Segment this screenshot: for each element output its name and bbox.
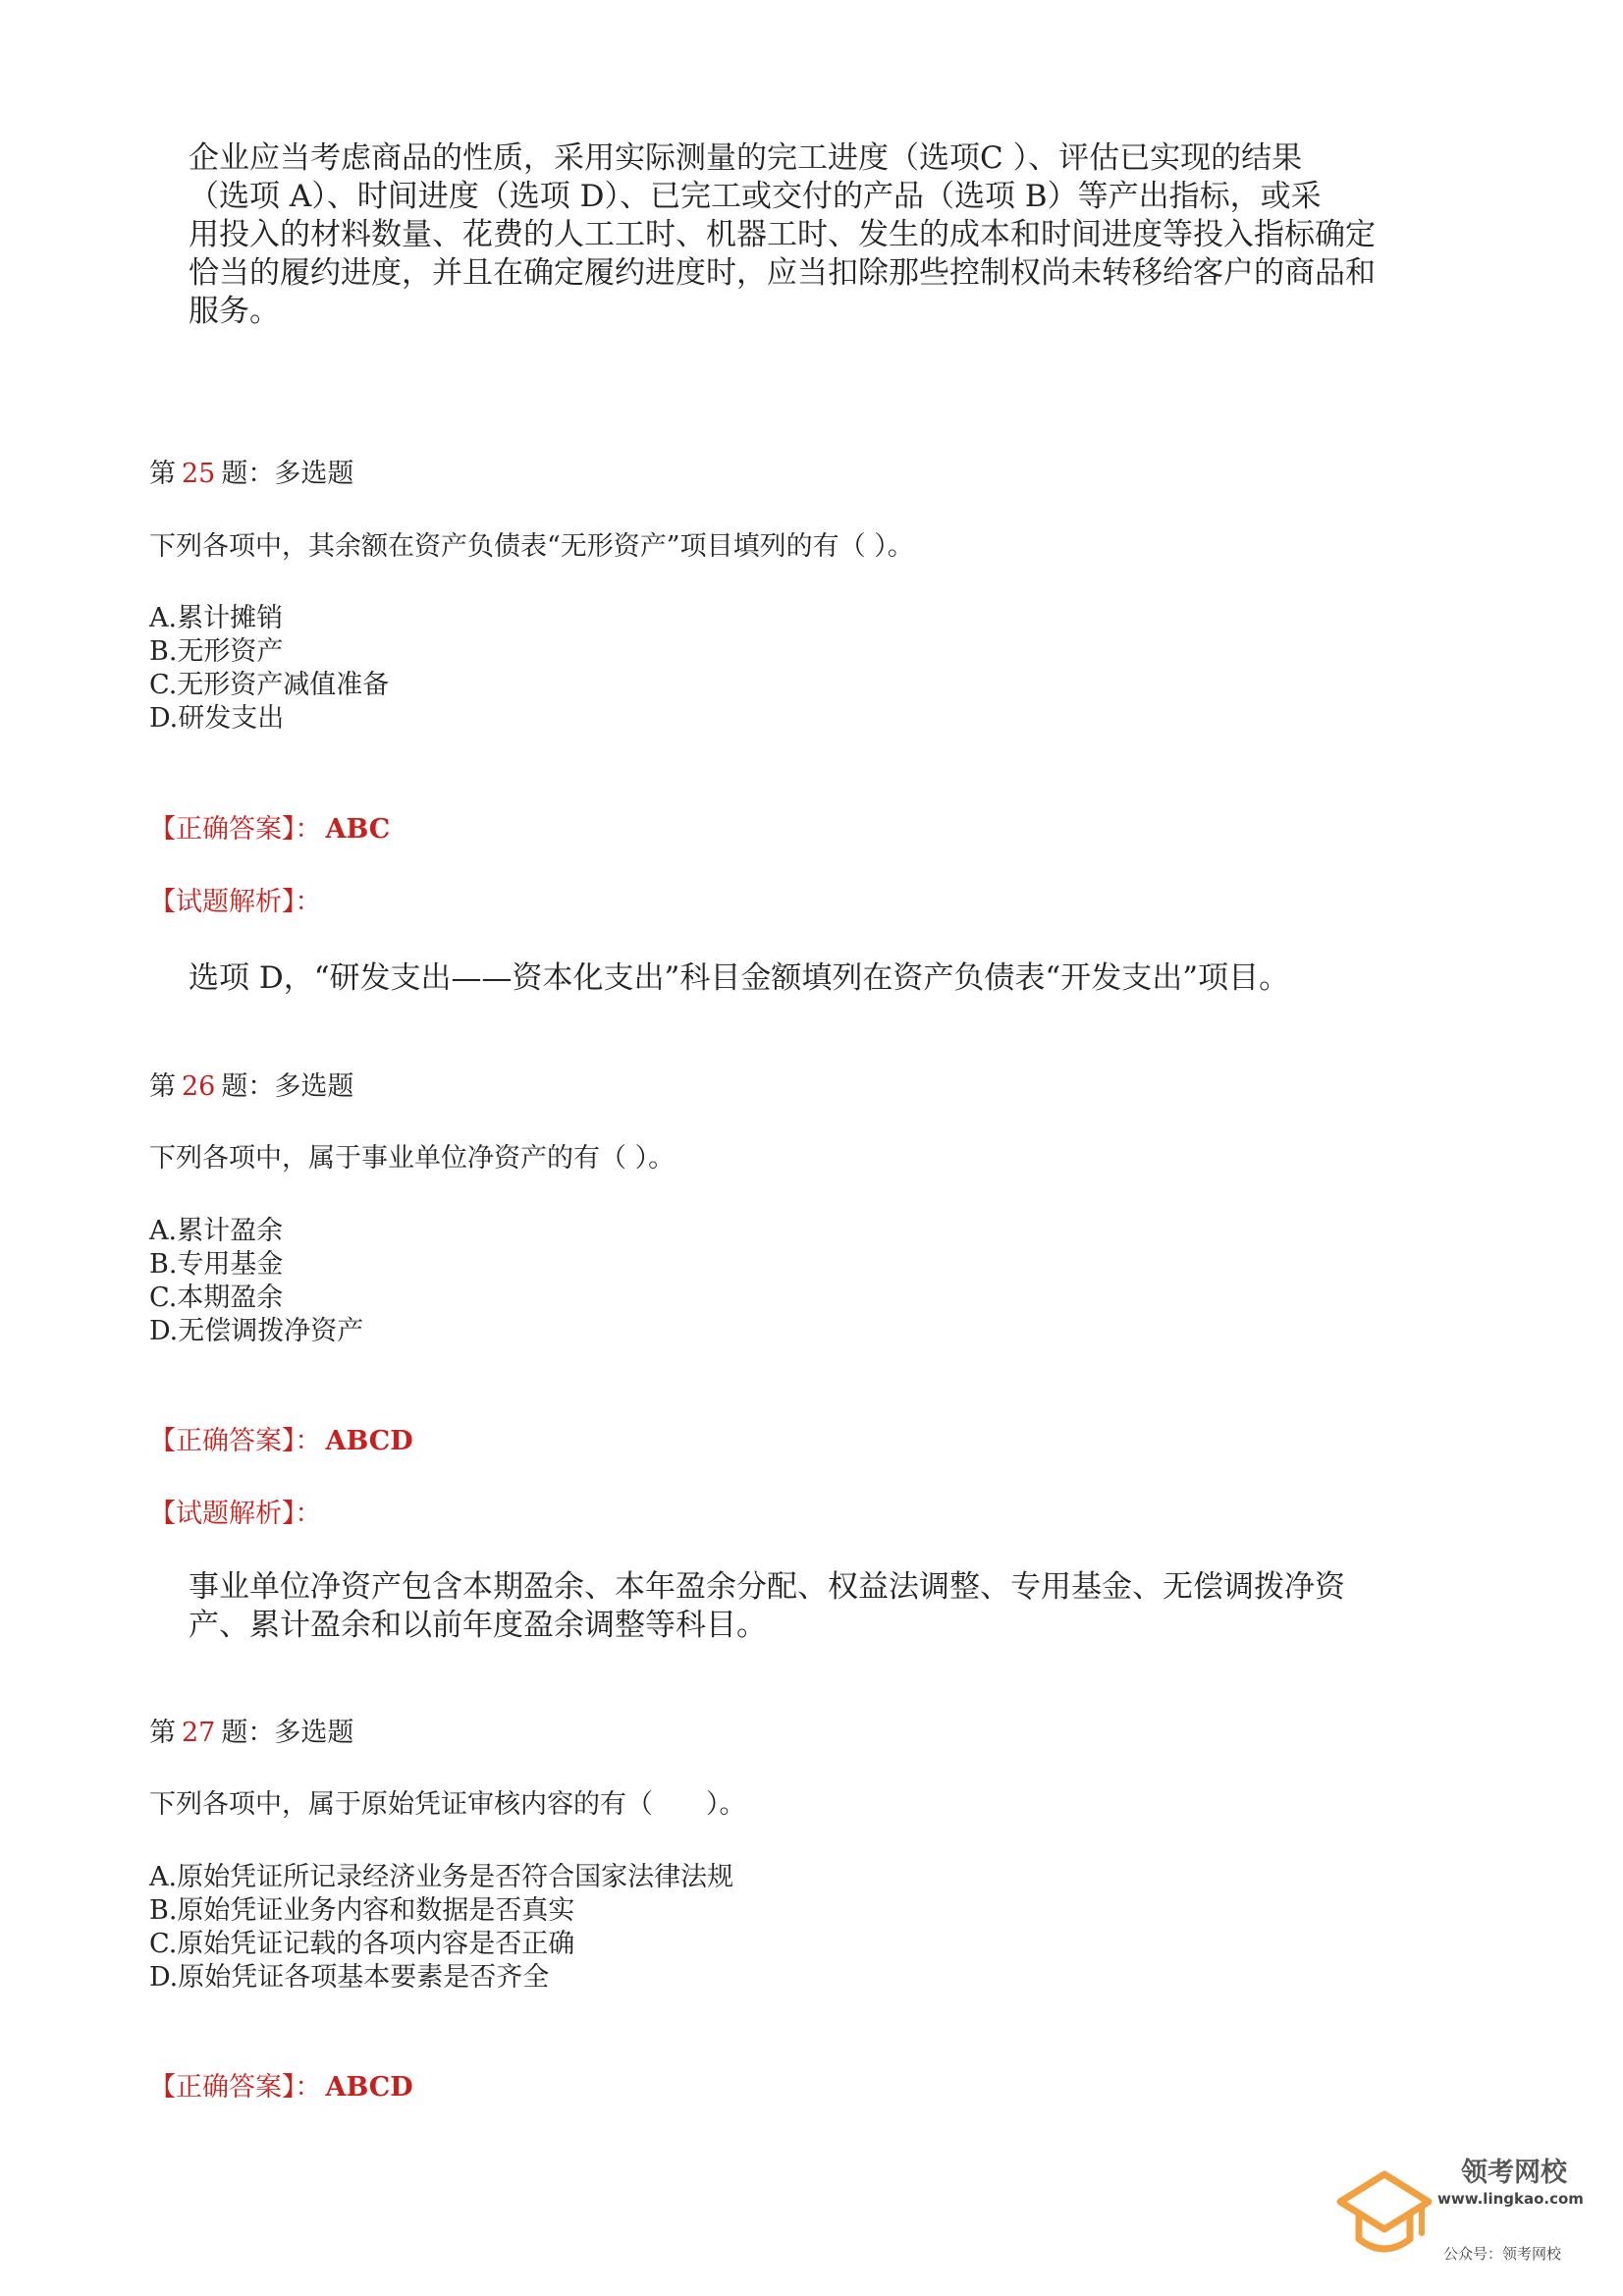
option-c: C.原始凭证记载的各项内容是否正确 bbox=[149, 1929, 575, 1959]
answer-value: ABCD bbox=[325, 2072, 413, 2103]
logo-title: 领考网校 bbox=[1461, 2158, 1567, 2188]
option-b: B.无形资产 bbox=[149, 636, 284, 667]
graduation-cap-icon bbox=[1335, 2164, 1434, 2263]
question-25-header bbox=[149, 458, 353, 491]
question-25-options bbox=[149, 602, 389, 736]
question-27-answer bbox=[149, 2071, 413, 2105]
option-d: D.无偿调拨净资产 bbox=[149, 1316, 364, 1346]
question-prefix: 第 bbox=[149, 459, 176, 489]
answer-value: ABCD bbox=[325, 1426, 413, 1456]
option-d: D.研发支出 bbox=[149, 703, 285, 734]
question-prefix: 第 bbox=[149, 1718, 176, 1748]
lingkao-logo bbox=[1335, 2151, 1591, 2288]
question-type: 题：多选题 bbox=[221, 1718, 354, 1748]
question-type: 题：多选题 bbox=[221, 459, 354, 489]
question-prefix: 第 bbox=[149, 1071, 176, 1102]
answer-label: 【正确答案】： bbox=[149, 1426, 322, 1456]
question-number: 25 bbox=[182, 459, 216, 489]
question-26-analysis-label: 【试题解析】： bbox=[149, 1499, 322, 1529]
question-27-header bbox=[149, 1717, 353, 1750]
logo-url: www.lingkao.com bbox=[1437, 2190, 1584, 2208]
question-26-analysis: 事业单位净资产包含本期盈余、本年盈余分配、权益法调整、专用基金、无偿调拨净资 产、累计盈余和以前年度盈余调整等科目。 bbox=[189, 1569, 1345, 1643]
question-number: 26 bbox=[182, 1071, 216, 1102]
question-26-options bbox=[149, 1215, 363, 1348]
answer-label: 【正确答案】： bbox=[149, 814, 322, 845]
answer-value: ABC bbox=[325, 814, 391, 845]
option-b: B.原始凭证业务内容和数据是否真实 bbox=[149, 1895, 575, 1926]
question-26-stem: 下列各项中，属于事业单位净资产的有（ ）。 bbox=[149, 1143, 676, 1174]
question-25-analysis: 选项 D，“研发支出——资本化支出”科目金额填列在资产负债表“开发支出”项目。 bbox=[189, 960, 1290, 996]
intro-paragraph: 企业应当考虑商品的性质，采用实际测量的完工进度（选项C ）、评估已实现的结果 （选项 A）、时间进度（选项 D）、已完工或交付的产品（选项 B）等产出指标，或采 用投入的材料数量、花费的人工工时、机器工时、发生的成本和时间进度等投入指标确定 恰当的履约进度，并且在确定履约进度时，应当扣除那些控制权尚未转移给客户的商品和 服务。 bbox=[189, 140, 1376, 329]
question-26-answer bbox=[149, 1425, 413, 1458]
option-a: A.原始凭证所记录经济业务是否符合国家法律法规 bbox=[149, 1862, 734, 1892]
question-type: 题：多选题 bbox=[221, 1071, 354, 1102]
question-26-header bbox=[149, 1070, 353, 1104]
question-27-stem: 下列各项中，属于原始凭证审核内容的有（ ）。 bbox=[149, 1789, 746, 1820]
option-b: B.专用基金 bbox=[149, 1249, 284, 1280]
question-number: 27 bbox=[182, 1718, 216, 1748]
option-c: C.无形资产减值准备 bbox=[149, 670, 390, 700]
question-27-options bbox=[149, 1861, 733, 1995]
option-d: D.原始凭证各项基本要素是否齐全 bbox=[149, 1962, 550, 1993]
question-25-analysis-label: 【试题解析】： bbox=[149, 887, 322, 917]
logo-public-account: 公众号：领考网校 bbox=[1443, 2245, 1562, 2263]
option-a: A.累计盈余 bbox=[149, 1216, 284, 1246]
option-c: C.本期盈余 bbox=[149, 1283, 284, 1313]
question-25-answer bbox=[149, 813, 390, 847]
answer-label: 【正确答案】： bbox=[149, 2072, 322, 2103]
option-a: A.累计摊销 bbox=[149, 603, 284, 633]
question-25-stem: 下列各项中，其余额在资产负债表“无形资产”项目填列的有（ ）。 bbox=[149, 531, 914, 562]
